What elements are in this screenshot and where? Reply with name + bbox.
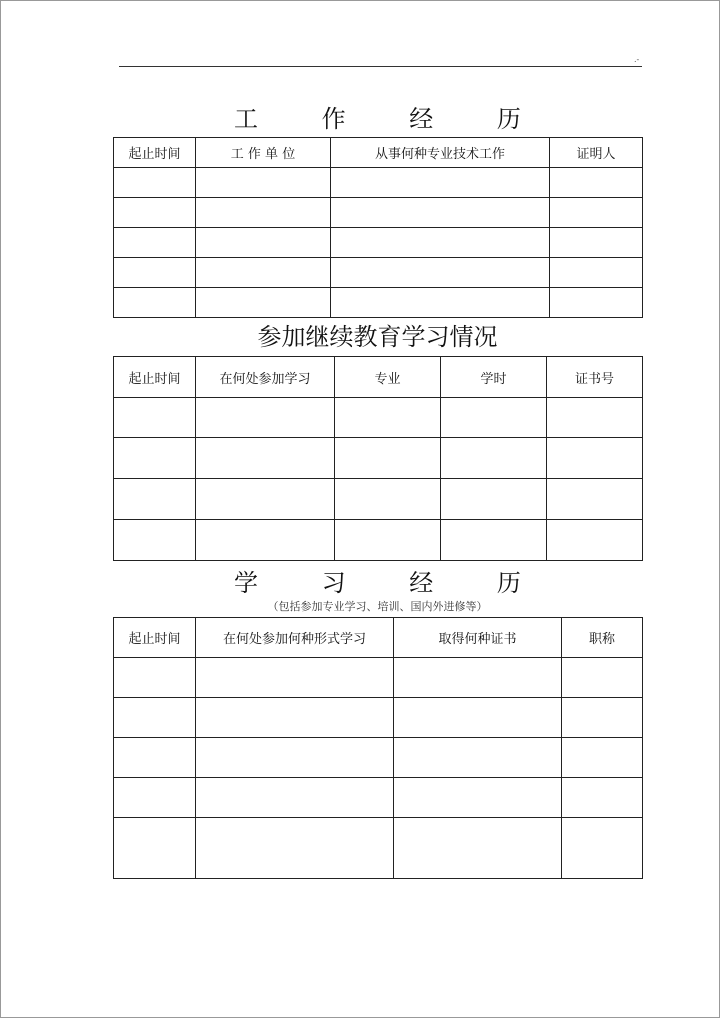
work-history-col-specialty: 从事何种专业技术工作 — [331, 138, 550, 168]
continuing-education-cell[interactable] — [335, 398, 441, 438]
study-history-subtitle: （包括参加专业学习、培训、国内外进修等） — [267, 600, 488, 613]
continuing-education-table — [113, 356, 643, 561]
continuing-education-cell[interactable] — [335, 520, 441, 561]
work-history-header-row — [114, 138, 643, 168]
work-history-cell[interactable] — [550, 258, 643, 288]
work-history-cell[interactable] — [196, 198, 331, 228]
work-history-cell[interactable] — [331, 168, 550, 198]
continuing-education-col-hours: 学时 — [441, 357, 547, 398]
table-row — [114, 738, 643, 778]
study-history-cell[interactable] — [114, 778, 196, 818]
table-row — [114, 168, 643, 198]
work-history-table — [113, 137, 643, 318]
work-history-cell[interactable] — [114, 288, 196, 318]
table-row — [114, 479, 643, 520]
work-history-col-period: 起止时间 — [114, 138, 196, 168]
continuing-education-col-certificate-no: 证书号 — [547, 357, 643, 398]
work-history-cell[interactable] — [331, 288, 550, 318]
study-history-cell[interactable] — [394, 778, 562, 818]
study-history-title — [113, 568, 642, 598]
study-history-cell[interactable] — [196, 778, 394, 818]
work-history-cell[interactable] — [331, 198, 550, 228]
work-history-cell[interactable] — [114, 228, 196, 258]
study-history-cell[interactable] — [394, 658, 562, 698]
continuing-education-cell[interactable] — [335, 438, 441, 479]
header-rule — [119, 66, 642, 67]
continuing-education-title-text: 参加继续教育学习情况 — [257, 323, 498, 351]
study-history-cell[interactable] — [114, 738, 196, 778]
study-history-cell[interactable] — [394, 738, 562, 778]
continuing-education-col-major: 专业 — [335, 357, 441, 398]
table-row — [114, 258, 643, 288]
continuing-education-cell[interactable] — [196, 479, 335, 520]
continuing-education-cell[interactable] — [547, 398, 643, 438]
study-history-col-location-form: 在何处参加何种形式学习 — [196, 618, 394, 658]
work-history-cell[interactable] — [196, 168, 331, 198]
continuing-education-cell[interactable] — [441, 479, 547, 520]
header-mark: .- — [634, 55, 640, 64]
work-history-cell[interactable] — [550, 168, 643, 198]
study-history-cell[interactable] — [114, 698, 196, 738]
study-history-cell[interactable] — [196, 698, 394, 738]
table-row — [114, 698, 643, 738]
work-history-cell[interactable] — [114, 168, 196, 198]
study-history-cell[interactable] — [114, 658, 196, 698]
table-row — [114, 228, 643, 258]
study-history-cell[interactable] — [562, 698, 643, 738]
table-row — [114, 398, 643, 438]
continuing-education-header-row — [114, 357, 643, 398]
continuing-education-cell[interactable] — [114, 398, 196, 438]
work-history-cell[interactable] — [550, 198, 643, 228]
study-history-cell[interactable] — [562, 818, 643, 879]
table-row — [114, 818, 643, 879]
continuing-education-cell[interactable] — [114, 520, 196, 561]
continuing-education-cell[interactable] — [196, 520, 335, 561]
work-history-cell[interactable] — [331, 228, 550, 258]
continuing-education-cell[interactable] — [335, 479, 441, 520]
continuing-education-cell[interactable] — [196, 398, 335, 438]
work-history-cell[interactable] — [331, 258, 550, 288]
continuing-education-cell[interactable] — [547, 520, 643, 561]
continuing-education-cell[interactable] — [441, 438, 547, 479]
study-history-cell[interactable] — [394, 818, 562, 879]
study-history-cell[interactable] — [114, 818, 196, 879]
table-row — [114, 778, 643, 818]
study-history-cell[interactable] — [562, 778, 643, 818]
table-row — [114, 438, 643, 479]
continuing-education-cell[interactable] — [441, 398, 547, 438]
continuing-education-cell[interactable] — [114, 438, 196, 479]
table-row — [114, 288, 643, 318]
continuing-education-cell[interactable] — [547, 438, 643, 479]
continuing-education-cell[interactable] — [196, 438, 335, 479]
continuing-education-cell[interactable] — [441, 520, 547, 561]
table-row — [114, 658, 643, 698]
work-history-col-witness: 证明人 — [550, 138, 643, 168]
work-history-cell[interactable] — [114, 258, 196, 288]
study-history-title-text: 学 习 经 历 — [234, 569, 549, 597]
work-history-cell[interactable] — [550, 228, 643, 258]
study-history-col-period: 起止时间 — [114, 618, 196, 658]
study-history-table — [113, 617, 643, 879]
study-history-cell[interactable] — [196, 658, 394, 698]
table-row — [114, 198, 643, 228]
work-history-title — [113, 104, 642, 134]
continuing-education-cell[interactable] — [547, 479, 643, 520]
work-history-cell[interactable] — [550, 288, 643, 318]
study-history-col-certificate: 取得何种证书 — [394, 618, 562, 658]
table-row — [114, 520, 643, 561]
work-history-col-employer: 工 作 单 位 — [196, 138, 331, 168]
work-history-cell[interactable] — [196, 288, 331, 318]
continuing-education-col-location: 在何处参加学习 — [196, 357, 335, 398]
work-history-cell[interactable] — [114, 198, 196, 228]
study-history-header-row — [114, 618, 643, 658]
continuing-education-title — [113, 322, 642, 352]
continuing-education-col-period: 起止时间 — [114, 357, 196, 398]
study-history-cell[interactable] — [562, 658, 643, 698]
study-history-cell[interactable] — [394, 698, 562, 738]
study-history-cell[interactable] — [196, 818, 394, 879]
study-history-cell[interactable] — [196, 738, 394, 778]
work-history-cell[interactable] — [196, 258, 331, 288]
study-history-col-title: 职称 — [562, 618, 643, 658]
work-history-title-text: 工 作 经 历 — [234, 105, 549, 133]
study-history-cell[interactable] — [562, 738, 643, 778]
work-history-cell[interactable] — [196, 228, 331, 258]
continuing-education-cell[interactable] — [114, 479, 196, 520]
